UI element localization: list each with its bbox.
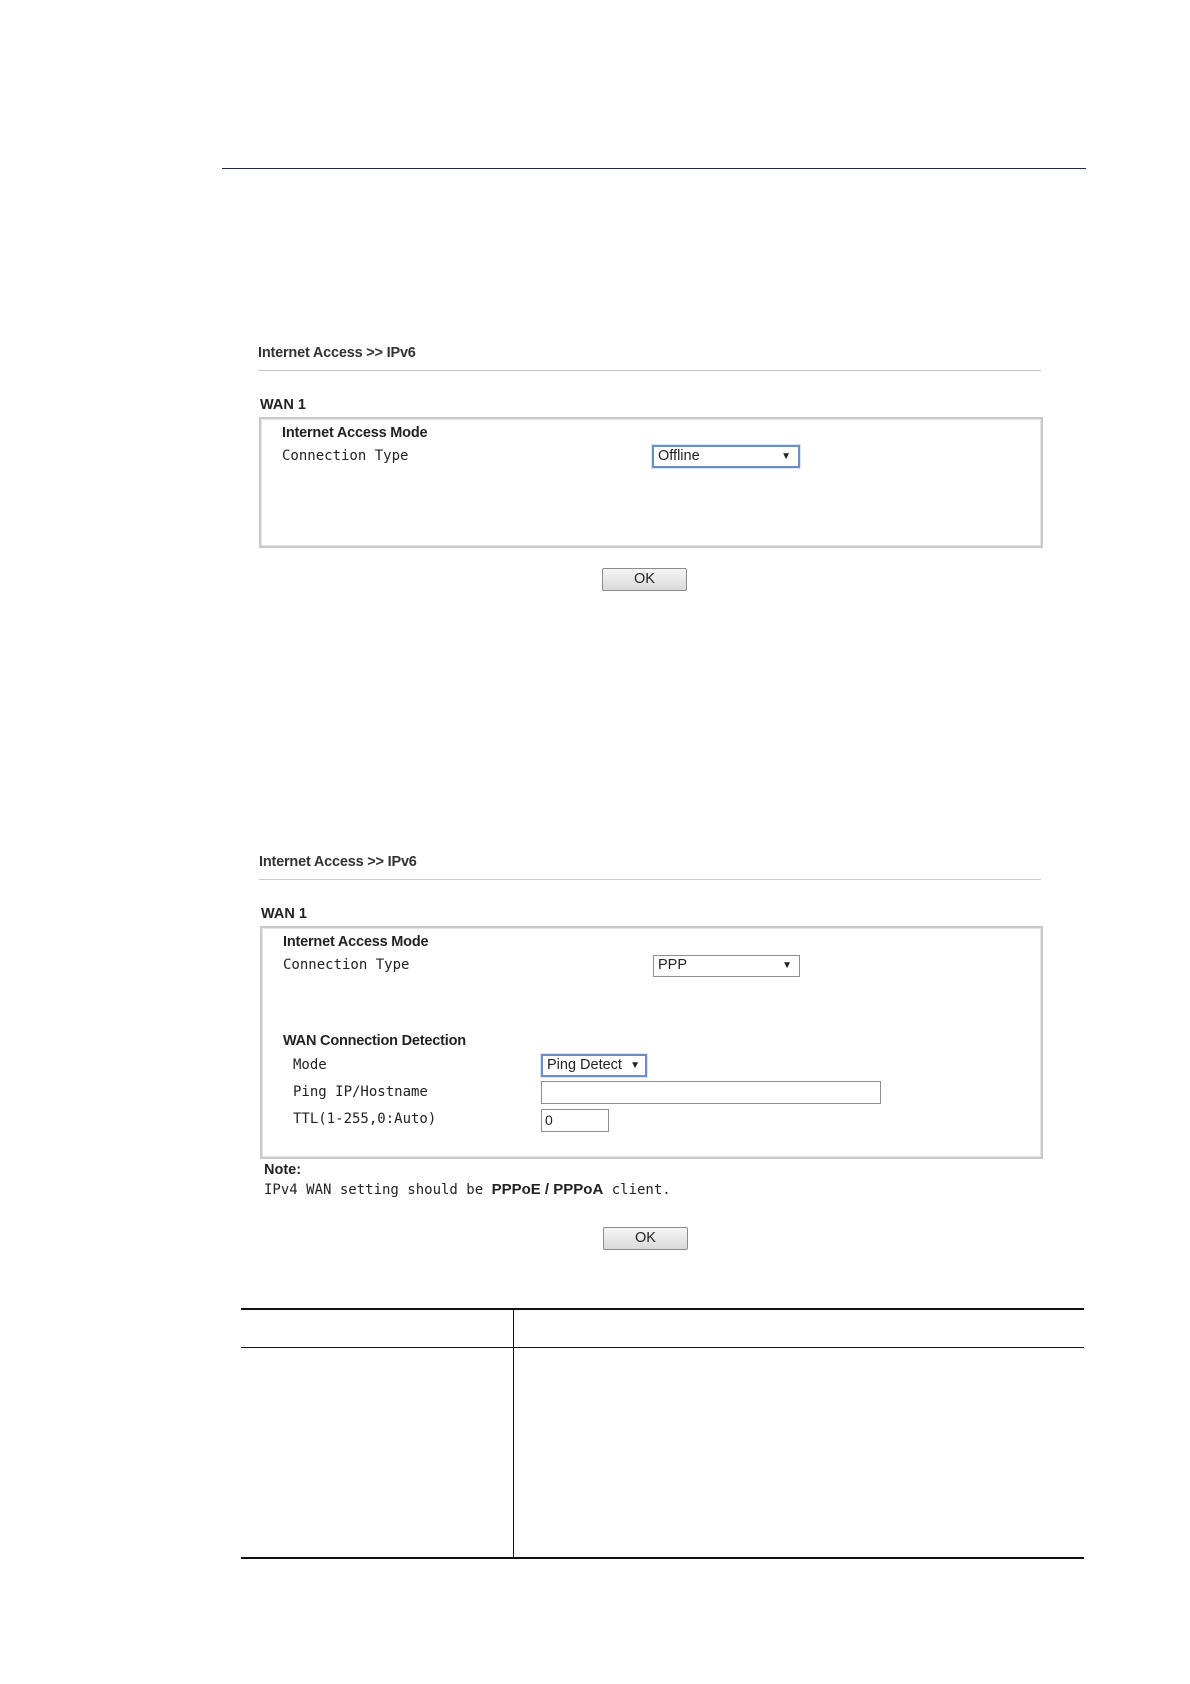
dropdown-arrow-icon: ▼	[782, 960, 792, 971]
breadcrumb: Internet Access >> IPv6	[258, 345, 416, 361]
internet-access-mode-title: Internet Access Mode	[282, 425, 428, 441]
note-suffix: client.	[603, 1182, 671, 1198]
ping-ip-input[interactable]	[541, 1081, 881, 1104]
ok-button[interactable]: OK	[602, 568, 687, 591]
table-header-divider	[241, 1347, 1084, 1348]
mode-label: Mode	[293, 1057, 327, 1073]
ttl-label: TTL(1-255,0:Auto)	[293, 1111, 437, 1127]
connection-type-select[interactable]	[653, 955, 800, 977]
internet-access-panel	[260, 926, 1043, 1159]
internet-access-mode-title: Internet Access Mode	[283, 934, 429, 950]
internet-access-panel	[259, 417, 1043, 548]
note-prefix: IPv4 WAN setting should be	[264, 1182, 492, 1198]
note-text	[264, 1181, 671, 1198]
wan-connection-detection-title: WAN Connection Detection	[283, 1033, 466, 1049]
mode-value: Ping Detect	[547, 1057, 622, 1073]
note-bold: PPPoE / PPPoA	[491, 1181, 604, 1198]
table-bottom-border	[241, 1557, 1084, 1559]
ping-ip-label: Ping IP/Hostname	[293, 1084, 428, 1100]
table-column-divider	[513, 1309, 514, 1558]
connection-type-select[interactable]	[652, 445, 800, 468]
breadcrumb-divider	[259, 879, 1041, 880]
mode-select[interactable]	[541, 1054, 647, 1077]
breadcrumb-divider	[258, 370, 1041, 371]
connection-type-label: Connection Type	[282, 448, 409, 464]
dropdown-arrow-icon: ▼	[781, 451, 791, 462]
page-header-rule	[222, 168, 1086, 169]
wan-label: WAN 1	[260, 397, 306, 413]
table-top-border	[241, 1308, 1084, 1310]
dropdown-arrow-icon: ▼	[630, 1060, 640, 1071]
note-title: Note:	[264, 1162, 302, 1178]
ttl-input[interactable]: 0	[541, 1109, 609, 1132]
ok-button[interactable]: OK	[603, 1227, 688, 1250]
wan-label: WAN 1	[261, 906, 307, 922]
connection-type-value: PPP	[658, 957, 688, 973]
connection-type-label: Connection Type	[283, 957, 410, 973]
breadcrumb: Internet Access >> IPv6	[259, 854, 417, 870]
connection-type-value: Offline	[658, 448, 700, 464]
